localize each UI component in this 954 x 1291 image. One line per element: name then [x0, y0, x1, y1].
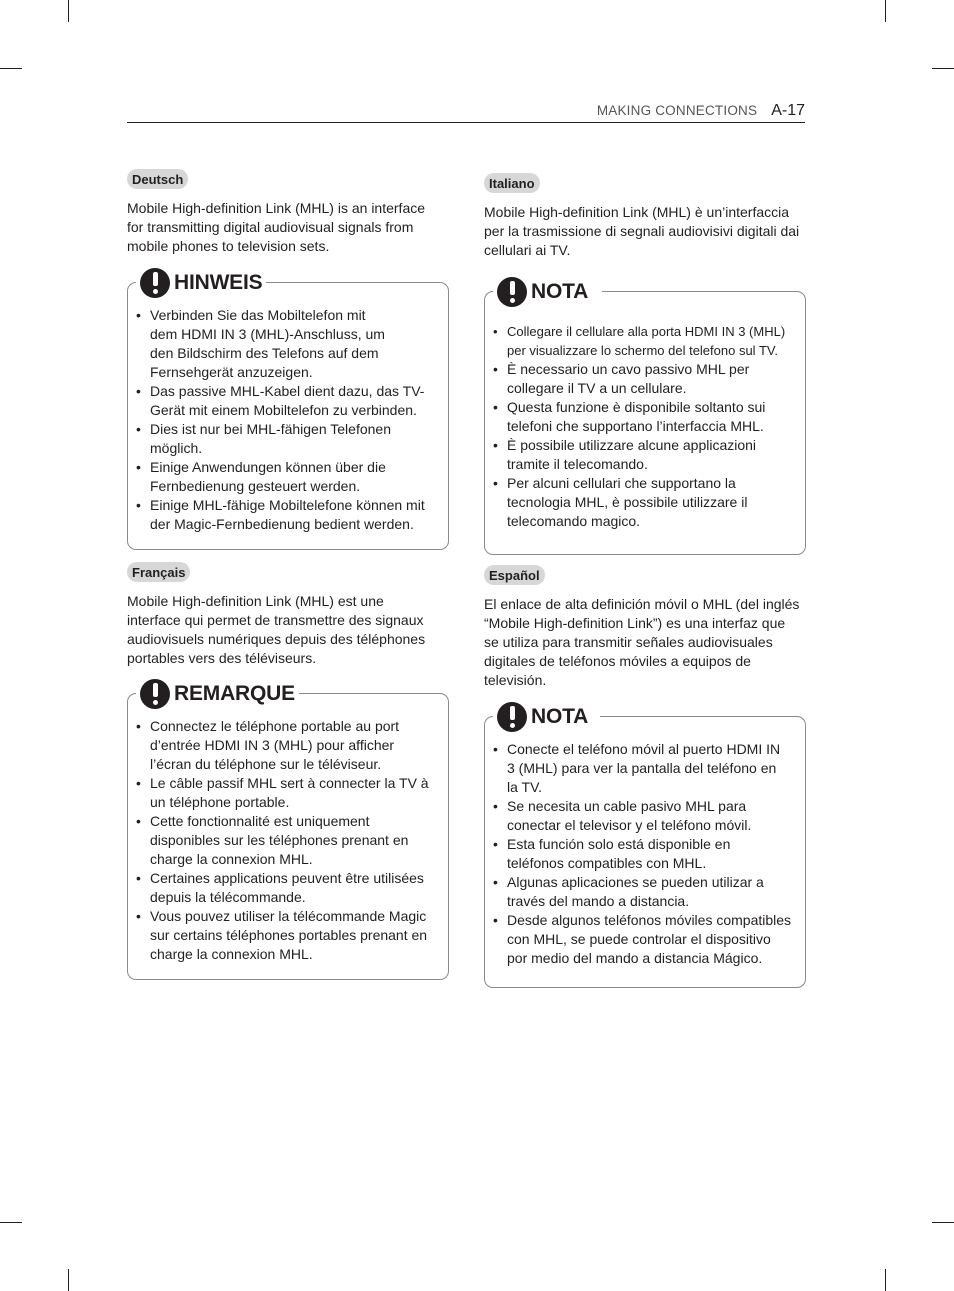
page-header [127, 101, 805, 123]
note-box-hinweis [127, 271, 449, 550]
crop-mark [0, 1222, 22, 1223]
list-item: • Certaines applications peuvent être utilisées depuis la télécommande. [136, 869, 440, 907]
note-title: NOTA [531, 705, 589, 728]
list-item: • Collegare il cellulare alla porta HDMI IN 3 (MHL) per visualizzare lo schermo del telefono sul TV. [493, 322, 797, 360]
note-list [136, 306, 440, 534]
exclamation-icon [497, 277, 527, 307]
exclamation-icon [140, 679, 170, 709]
list-item: • Einige Anwendungen können über die Fernbedienung gesteuert werden. [136, 458, 440, 496]
exclamation-icon [497, 702, 527, 732]
list-item: • Se necesita un cable pasivo MHL para conectar el televisor y el teléfono móvil. [493, 797, 797, 835]
list-item: • È necessario un cavo passivo MHL per collegare il TV a un cellulare. [493, 360, 797, 398]
intro-text: Mobile High-definition Link (MHL) is an interface for transmitting digital audiovisual signals from mobile phones to television sets. [127, 200, 426, 254]
list-item: • Einige MHL-fähige Mobiltelefone können mit der Magic-Fernbedienung bedient werden. [136, 496, 440, 534]
section-francais [127, 562, 449, 668]
section-title: MAKING CONNECTIONS [596, 103, 758, 118]
list-item: • Verbinden Sie das Mobiltelefon mit dem HDMI IN 3 (MHL)-Anschluss, um den Bildschirm des Telefons auf dem Fernsehgerät anzuzeigen. [136, 306, 440, 382]
list-item: • Vous pouvez utiliser la télécommande Magic sur certains téléphones portables prenant en charge la connexion MHL. [136, 907, 440, 964]
crop-mark [68, 1269, 69, 1291]
crop-mark [885, 1269, 886, 1291]
note-box-nota-espanol [484, 705, 806, 988]
section-espanol [484, 565, 806, 690]
language-badge: Français [127, 562, 190, 582]
list-item: • Per alcuni cellulari che supportano la tecnologia MHL, è possibile utilizzare il telecomando magico. [493, 474, 797, 531]
list-item: • Le câble passif MHL sert à connecter la TV à un téléphone portable. [136, 774, 440, 812]
note-header [493, 276, 602, 308]
language-badge: Español [484, 565, 545, 585]
page-number: A-17 [771, 102, 805, 119]
intro-text: El enlace de alta definición móvil o MHL (del inglés “Mobile High-definition Link”) es una interfaz que se utiliza para transmitir señales audiovisuales digitales de teléfonos móviles a equipos de televisión. [484, 596, 800, 688]
note-header [493, 701, 600, 733]
note-list [493, 322, 797, 531]
note-header [136, 678, 299, 710]
note-title: REMARQUE [174, 682, 295, 705]
note-title: NOTA [531, 280, 589, 303]
crop-mark [885, 0, 886, 22]
note-title: HINWEIS [174, 271, 263, 294]
list-item: • Algunas aplicaciones se pueden utilizar a través del mando a distancia. [493, 873, 797, 911]
list-item: • Connectez le téléphone portable au port d’entrée HDMI IN 3 (MHL) pour afficher l’écran du téléphone sur le téléviseur. [136, 717, 440, 774]
intro-text: Mobile High-definition Link (MHL) è un’interfaccia per la trasmissione di segnali audiovisivi digitali dai cellulari ai TV. [484, 204, 800, 258]
list-item: • Das passive MHL-Kabel dient dazu, das TV- Gerät mit einem Mobiltelefon zu verbinden. [136, 382, 440, 420]
language-badge: Deutsch [127, 169, 188, 189]
list-item: • Questa funzione è disponibile soltanto sui telefoni che supportano l’interfaccia MHL. [493, 398, 797, 436]
language-badge: Italiano [484, 173, 540, 193]
exclamation-icon [140, 268, 170, 298]
list-item: • Conecte el teléfono móvil al puerto HDMI IN 3 (MHL) para ver la pantalla del teléfono en la TV. [493, 740, 797, 797]
list-item: • Esta función solo está disponible en teléfonos compatibles con MHL. [493, 835, 797, 873]
note-list [493, 740, 797, 968]
note-list [136, 717, 440, 964]
crop-mark [932, 1222, 954, 1223]
list-item: • Desde algunos teléfonos móviles compatibles con MHL, se puede controlar el dispositivo por medio del mando a distancia Mágico. [493, 911, 797, 968]
intro-text: Mobile High-definition Link (MHL) est une interface qui permet de transmettre des signaux audiovisuels numériques depuis des téléphones portables vers des téléviseurs. [127, 593, 426, 666]
section-deutsch [127, 169, 449, 256]
list-item: • È possibile utilizzare alcune applicazioni tramite il telecomando. [493, 436, 797, 474]
crop-mark [68, 0, 69, 22]
section-italiano [484, 173, 806, 260]
note-header [136, 267, 266, 299]
list-item: • Dies ist nur bei MHL-fähigen Telefonen möglich. [136, 420, 440, 458]
crop-mark [0, 68, 22, 69]
note-box-nota-italiano [484, 280, 806, 555]
note-box-remarque [127, 682, 449, 980]
list-item: • Cette fonctionnalité est uniquement disponibles sur les téléphones prenant en charge la connexion MHL. [136, 812, 440, 869]
crop-mark [932, 68, 954, 69]
